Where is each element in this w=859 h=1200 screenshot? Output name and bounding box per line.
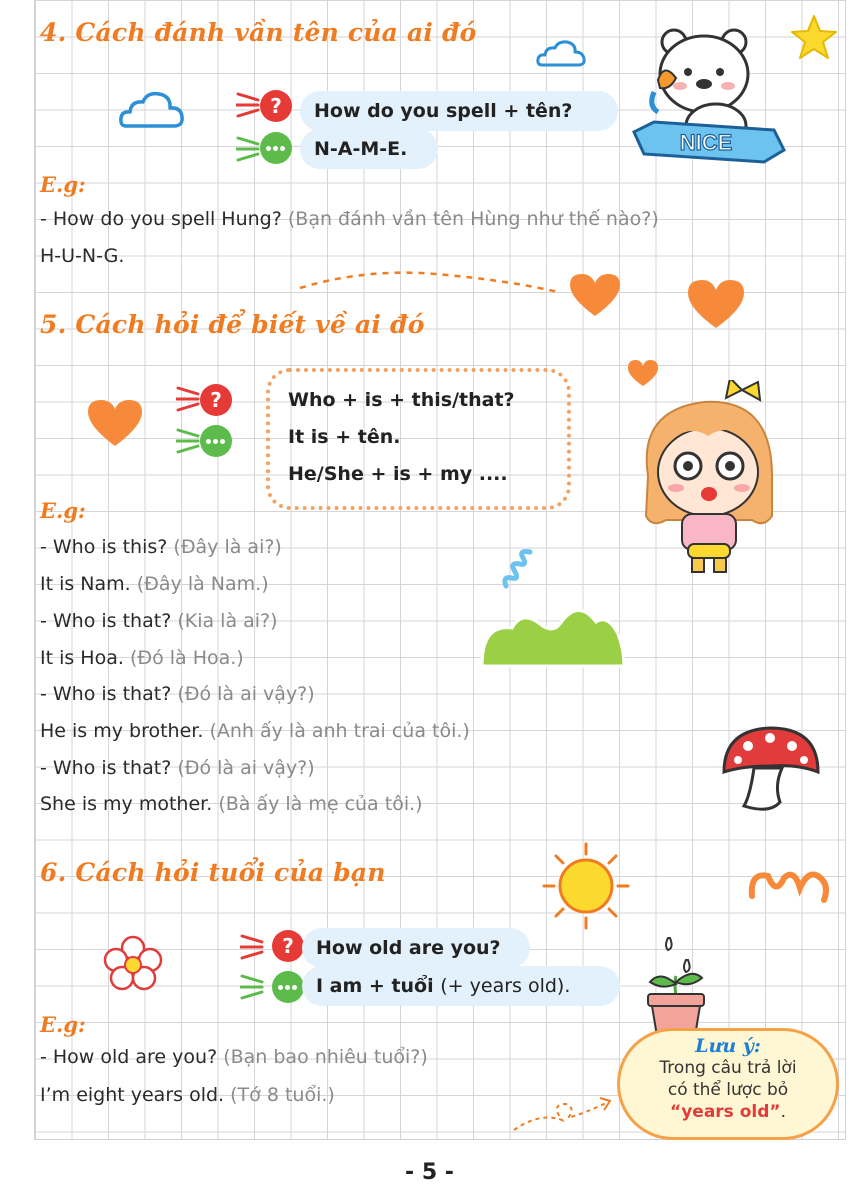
example-line: - Who is that? (Kia là ai?) xyxy=(40,610,278,632)
spiral-icon xyxy=(500,548,540,592)
example-line: I’m eight years old. (Tớ 8 tuổi.) xyxy=(40,1084,335,1106)
example-line: - Who is this? (Đây là ai?) xyxy=(40,536,282,558)
rays-icon xyxy=(240,968,266,1004)
note-line: có thể lược bỏ xyxy=(667,1080,789,1100)
structure-line: He/She + is + my .... xyxy=(288,463,508,485)
question-icon: ? xyxy=(260,90,292,122)
question-bubble: How old are you? xyxy=(302,928,530,968)
answer-icon xyxy=(260,132,292,164)
structure-line: It is + tên. xyxy=(288,426,401,448)
section5-heading: 5. Cách hỏi để biết về ai đó xyxy=(40,310,425,339)
rays-icon xyxy=(176,380,202,416)
question-icon: ? xyxy=(272,930,304,962)
note-line: Trong câu trả lời xyxy=(659,1058,797,1078)
heart-icon xyxy=(684,276,748,330)
example-line: - Who is that? (Đó là ai vậy?) xyxy=(40,683,315,705)
heart-icon xyxy=(566,270,624,318)
structure-line: Who + is + this/that? xyxy=(288,389,515,411)
page-number: - 5 - xyxy=(405,1160,454,1185)
mushroom-icon xyxy=(718,722,824,814)
dashed-arrow xyxy=(510,1090,614,1140)
star-icon xyxy=(790,14,838,60)
cloud-icon xyxy=(118,88,188,130)
answer-icon xyxy=(272,971,304,1003)
answer-bubble: N-A-M-E. xyxy=(300,129,438,169)
squiggle-icon xyxy=(746,866,832,906)
dashed-divider xyxy=(296,266,566,296)
section6-heading: 6. Cách hỏi tuổi của bạn xyxy=(40,858,386,887)
example-line: H-U-N-G. xyxy=(40,245,125,267)
bush-icon xyxy=(478,604,628,668)
rays-icon xyxy=(176,422,202,458)
answer-icon xyxy=(200,425,232,457)
example-line: - How do you spell Hung? (Bạn đánh vần tên Hùng như thế nào?) xyxy=(40,208,659,230)
note-title: Lưu ý: xyxy=(695,1035,761,1057)
flower-icon xyxy=(102,934,164,992)
eg-label: E.g: xyxy=(40,498,86,523)
example-line: She is my mother. (Bà ấy là mẹ của tôi.) xyxy=(40,793,423,815)
question-bubble: How do you spell + tên? xyxy=(300,91,618,131)
section4-heading: 4. Cách đánh vần tên của ai đó xyxy=(40,18,477,47)
sticker-text: NICE xyxy=(679,130,733,155)
note-bubble xyxy=(617,1028,839,1140)
rays-icon xyxy=(240,928,266,964)
rays-icon xyxy=(236,86,262,122)
girl-illustration xyxy=(634,380,784,580)
question-icon: ? xyxy=(200,384,232,416)
heart-icon xyxy=(84,396,146,448)
note-line: “years old”. xyxy=(670,1102,786,1122)
example-line: He is my brother. (Anh ấy là anh trai của tôi.) xyxy=(40,720,470,742)
bear-nice-sticker xyxy=(624,22,794,182)
rays-icon xyxy=(236,130,262,166)
answer-bubble: I am + tuổi (+ years old). xyxy=(302,966,620,1006)
example-line: - How old are you? (Bạn bao nhiêu tuổi?) xyxy=(40,1046,428,1068)
example-line: It is Hoa. (Đó là Hoa.) xyxy=(40,647,244,669)
eg-label: E.g: xyxy=(40,172,86,197)
cloud-icon xyxy=(536,38,588,68)
example-line: - Who is that? (Đó là ai vậy?) xyxy=(40,757,315,779)
example-line: It is Nam. (Đây là Nam.) xyxy=(40,573,269,595)
sun-icon xyxy=(540,840,632,932)
eg-label: E.g: xyxy=(40,1012,86,1037)
